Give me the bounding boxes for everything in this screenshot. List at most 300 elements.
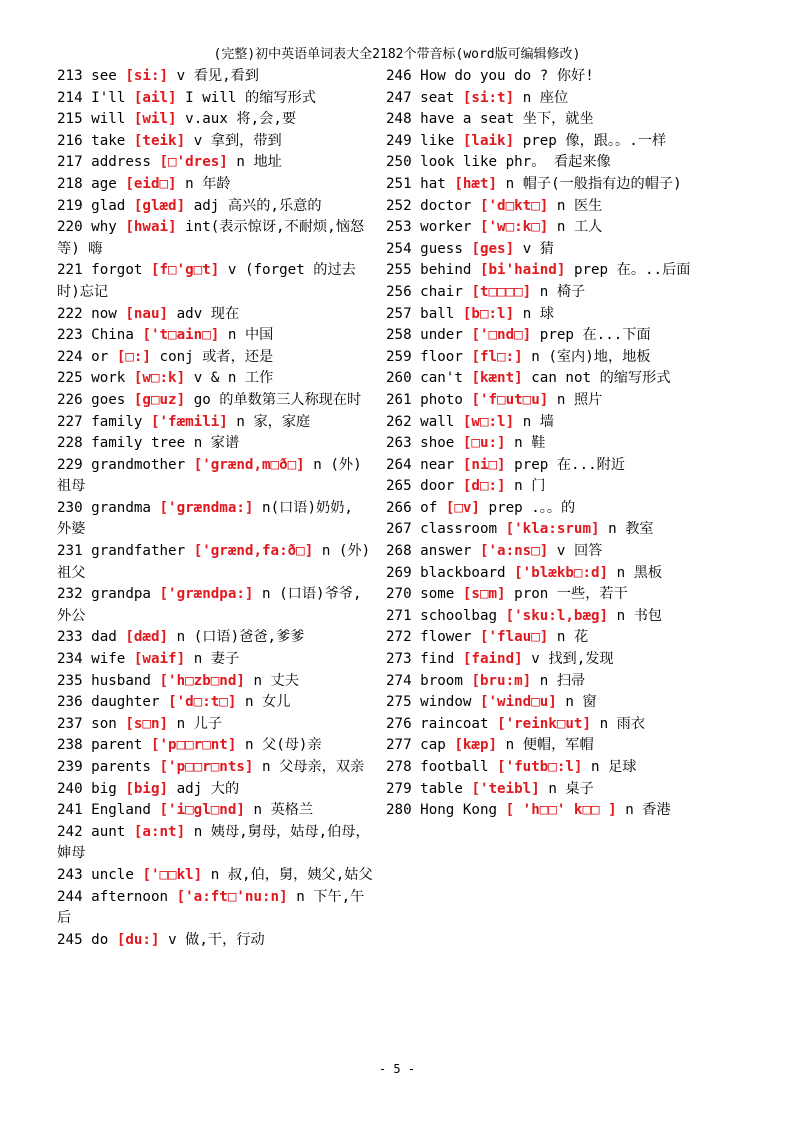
entry-word: afternoon (91, 888, 169, 905)
entry-number: 241 (57, 802, 83, 819)
entry-definition: prep .。。的 (488, 499, 576, 516)
entry-definition: n 座位 (522, 89, 569, 106)
vocab-entry (57, 584, 375, 627)
vocab-entry (386, 412, 704, 434)
entry-definition: n (外)祖母 (57, 456, 362, 495)
entry-word: How do you do ? (420, 68, 549, 84)
entry-definition: prep 在...下面 (539, 327, 651, 344)
vocab-entry (57, 865, 375, 887)
entry-word: can't (420, 370, 463, 387)
entry-number: 248 (386, 111, 412, 128)
entry-definition: n 鞋 (514, 435, 546, 452)
entry-phonetic: [hæt] (454, 175, 498, 192)
entry-definition: v 回答 (556, 543, 603, 560)
entry-phonetic: [kænt] (471, 370, 523, 387)
entry-phonetic: [laik] (462, 132, 515, 149)
entry-number: 252 (386, 197, 412, 214)
entry-word: daughter (91, 694, 160, 711)
vocab-entry (57, 109, 375, 131)
entry-phonetic: ['i□gl□nd] (159, 802, 245, 819)
entry-word: grandma (91, 499, 151, 516)
entry-number: 258 (386, 327, 412, 344)
entry-definition: phr。 看起来像 (505, 154, 611, 171)
entry-word: schoolbag (420, 607, 498, 624)
entry-number: 215 (57, 111, 83, 128)
entry-definition: n 年龄 (185, 175, 231, 192)
entry-definition: adv 现在 (176, 305, 240, 322)
entry-word: grandfather (91, 543, 186, 560)
entry-phonetic: [bru:m] (471, 672, 532, 689)
entry-word: dad (91, 629, 117, 646)
entry-definition: n 英格兰 (253, 802, 314, 819)
entry-number: 279 (386, 780, 412, 797)
entry-phonetic: ['h□zb□nd] (159, 672, 245, 689)
vocab-entry (57, 433, 375, 455)
entry-number: 277 (386, 737, 412, 754)
vocab-entry (57, 822, 375, 865)
entry-word: grandmother (91, 456, 186, 473)
entry-word: some (420, 586, 455, 603)
entry-definition: n 父母亲，双亲 (262, 759, 365, 775)
entry-number: 230 (57, 499, 83, 516)
entry-word: goes (91, 391, 126, 408)
right-column (386, 66, 704, 822)
entry-number: 268 (386, 543, 412, 560)
entry-definition: n (口语)爸爸,爹爹 (176, 629, 305, 646)
entry-number: 259 (386, 348, 412, 365)
entry-word: Hong Kong (420, 802, 498, 819)
entry-number: 267 (386, 521, 412, 538)
entry-definition: n 球 (522, 305, 554, 322)
vocab-entry (386, 196, 704, 218)
vocab-entry (57, 498, 375, 541)
entry-phonetic: ['futb□:l] (497, 759, 583, 775)
entry-phonetic: ['grænd,fa:ð□] (193, 543, 314, 560)
entry-phonetic: ['blækb□:d] (514, 564, 609, 581)
vocab-entry (386, 347, 704, 369)
entry-word: or (91, 348, 109, 365)
entry-phonetic: ['w□:k□] (479, 219, 549, 236)
entry-definition: n 照片 (556, 391, 603, 408)
entry-phonetic: [ni□] (462, 456, 506, 473)
document-header: (完整)初中英语单词表大全2182个带音标(word版可编辑修改) (213, 47, 581, 62)
entry-number: 278 (386, 759, 412, 775)
entry-phonetic: [b□:l] (462, 305, 515, 322)
entry-definition: 你好! (556, 68, 594, 84)
entry-word: door (420, 478, 455, 495)
entry-number: 219 (57, 197, 83, 214)
entry-definition: n 丈夫 (253, 672, 299, 689)
vocab-entry (57, 714, 375, 736)
vocab-entry (386, 217, 704, 239)
entry-word: doctor (420, 197, 472, 214)
entry-number: 232 (57, 586, 83, 603)
vocab-entry (386, 455, 704, 477)
entry-definition: n 下午,午后 (57, 888, 365, 927)
vocab-entry (57, 152, 375, 174)
vocab-entry (57, 304, 375, 326)
entry-phonetic: ['a:ft□'nu:n] (176, 888, 288, 905)
entry-phonetic: [w□:l] (462, 413, 515, 430)
vocab-entry (386, 282, 704, 304)
vocab-entry (57, 347, 375, 369)
entry-number: 237 (57, 715, 83, 732)
vocab-entry (57, 671, 375, 693)
entry-number: 216 (57, 132, 83, 149)
entry-word: classroom (420, 521, 498, 538)
entry-phonetic: [faind] (462, 651, 523, 668)
vocab-entry (57, 649, 375, 671)
entry-definition: n(口语)奶奶, 外婆 (57, 499, 353, 538)
entry-definition: n 家，家庭 (236, 413, 311, 430)
entry-definition: n (外)祖父 (57, 543, 371, 581)
vocab-entry (57, 800, 375, 822)
entry-word: wife (91, 651, 126, 668)
entry-definition: n 椅子 (539, 283, 586, 300)
entry-phonetic: [fl□:] (471, 348, 523, 365)
entry-word: shoe (420, 435, 455, 452)
entry-word: ball (420, 305, 455, 322)
entry-word: do (91, 931, 109, 948)
entry-number: 224 (57, 348, 83, 365)
vocab-entry (57, 88, 375, 110)
entry-definition: n 扫帚 (539, 672, 586, 689)
entry-word: England (91, 802, 151, 819)
entry-word: of (420, 499, 438, 516)
entry-number: 220 (57, 219, 83, 236)
entry-word: will (91, 111, 126, 128)
entry-word: seat (420, 89, 455, 106)
entry-phonetic: [ 'h□□' k□□ ] (505, 802, 617, 819)
entry-definition: n 足球 (591, 759, 637, 775)
vocab-entry (57, 735, 375, 757)
vocab-entry (386, 584, 704, 606)
vocab-entry (386, 304, 704, 326)
entry-number: 222 (57, 305, 83, 322)
vocab-entry (386, 131, 704, 153)
entry-definition: adj 高兴的,乐意的 (193, 197, 322, 214)
entry-definition: prep 在...附近 (514, 456, 626, 473)
entry-phonetic: [□v] (445, 499, 480, 516)
entry-number: 251 (386, 175, 412, 192)
entry-number: 239 (57, 759, 83, 775)
entry-number: 263 (386, 435, 412, 452)
vocab-entry (386, 671, 704, 693)
entry-definition: n (室内)地，地板 (531, 348, 651, 365)
entry-word: under (420, 327, 463, 344)
entry-phonetic: [dæd] (125, 629, 169, 646)
entry-definition: v 找到,发现 (531, 651, 614, 668)
vocab-entry (386, 757, 704, 779)
entry-word: answer (420, 543, 472, 560)
entry-number: 247 (386, 89, 412, 106)
entry-word: find (420, 651, 455, 668)
entry-phonetic: ['p□□r□nt] (150, 737, 237, 754)
entry-number: 257 (386, 305, 412, 322)
vocab-entry (386, 390, 704, 412)
entry-definition: v 猜 (522, 240, 554, 257)
entry-number: 272 (386, 629, 412, 646)
entry-definition: n 帽子(一般指有边的帽子) (505, 175, 682, 192)
vocab-entry (386, 368, 704, 390)
vocab-entry (386, 541, 704, 563)
entry-number: 242 (57, 823, 83, 840)
entry-word: parent (91, 737, 143, 754)
entry-word: son (91, 715, 117, 732)
entry-phonetic: [eid□] (125, 175, 177, 192)
entry-number: 269 (386, 564, 412, 581)
entry-word: cap (420, 737, 446, 754)
vocab-entry (386, 88, 704, 110)
entry-number: 253 (386, 219, 412, 236)
entry-phonetic: [□u:] (462, 435, 506, 452)
entry-number: 226 (57, 391, 83, 408)
entry-number: 280 (386, 802, 412, 819)
entry-number: 273 (386, 651, 412, 668)
entry-number: 254 (386, 240, 412, 257)
entry-definition: n 花 (556, 629, 589, 646)
entry-phonetic: [a:nt] (133, 823, 186, 840)
vocab-entry (57, 757, 375, 779)
entry-definition: conj 或者，还是 (159, 348, 274, 365)
entry-phonetic: ['d□:t□] (168, 694, 237, 711)
vocab-entry (57, 196, 375, 218)
entry-word: family tree (91, 435, 186, 452)
entry-definition: n 墙 (522, 413, 554, 430)
entry-definition: n 家谱 (193, 435, 240, 452)
entry-phonetic: [□'dres] (159, 154, 228, 171)
entry-number: 231 (57, 543, 83, 560)
entry-word: China (91, 327, 134, 344)
entry-number: 276 (386, 715, 412, 732)
entry-definition: v.aux 将,会,要 (185, 111, 297, 128)
entry-word: flower (420, 629, 472, 646)
entry-number: 240 (57, 780, 83, 797)
entry-number: 255 (386, 262, 412, 279)
vocab-entry (57, 174, 375, 196)
entry-definition: n (口语)爷爷,外公 (57, 586, 362, 624)
entry-phonetic: ['sku:l,bæg] (505, 607, 609, 624)
entry-number: 214 (57, 89, 83, 106)
entry-phonetic: ['flau□] (479, 629, 549, 646)
entry-number: 225 (57, 370, 83, 387)
entry-word: age (91, 175, 117, 192)
vocab-entry (386, 174, 704, 196)
left-column (57, 66, 375, 951)
entry-word: floor (420, 348, 463, 365)
vocab-entry (57, 390, 375, 412)
entry-definition: n 儿子 (176, 715, 223, 732)
entry-definition: v 做,干，行动 (168, 931, 265, 948)
entry-phonetic: ['grænd,m□ð□] (193, 456, 305, 473)
entry-word: parents (91, 759, 151, 775)
vocab-entry (57, 368, 375, 390)
entry-definition: n 香港 (625, 802, 671, 819)
entry-word: have a seat (420, 111, 515, 128)
entry-number: 243 (57, 866, 83, 883)
vocab-entry (386, 692, 704, 714)
entry-word: chair (420, 283, 463, 300)
entry-phonetic: ['teibl] (471, 780, 540, 797)
entry-number: 270 (386, 586, 412, 603)
entry-definition: pron 一些，若干 (514, 586, 628, 603)
entry-definition: n 医生 (556, 197, 603, 214)
entry-word: why (91, 219, 117, 236)
entry-definition: prep 像，跟。。.一样 (522, 132, 667, 149)
entry-phonetic: ['grændma:] (159, 499, 254, 516)
entry-definition: go 的单数第三人称现在时 (193, 391, 362, 408)
entry-phonetic: [ail] (133, 89, 177, 106)
vocab-entry (386, 498, 704, 520)
entry-definition: n 父(母)亲 (244, 737, 322, 754)
entry-word: photo (420, 391, 463, 408)
entry-number: 246 (386, 68, 412, 84)
entry-number: 275 (386, 694, 412, 711)
vocab-entry (386, 800, 704, 822)
entry-word: window (420, 694, 472, 711)
entry-definition: n 地址 (236, 154, 282, 171)
vocab-entry (386, 260, 704, 282)
vocab-entry (386, 519, 704, 541)
entry-word: see (91, 68, 117, 84)
entry-phonetic: ['kla:srum] (505, 521, 600, 538)
entry-phonetic: [ges] (471, 240, 515, 257)
entry-definition: v (forget 的过去时)忘记 (57, 262, 356, 300)
entry-definition: n 窗 (565, 694, 597, 711)
vocab-entry (57, 627, 375, 649)
vocab-entry (386, 152, 704, 174)
vocab-entry (386, 649, 704, 671)
entry-word: address (91, 154, 151, 171)
entry-number: 249 (386, 132, 412, 149)
entry-word: grandpa (91, 586, 151, 603)
entry-word: blackboard (420, 564, 506, 581)
entry-phonetic: [t□□□□] (471, 283, 532, 300)
entry-phonetic: [teik] (133, 132, 186, 149)
entry-phonetic: [d□:] (462, 478, 506, 495)
entry-number: 271 (386, 607, 412, 624)
entry-definition: I will 的缩写形式 (185, 89, 316, 106)
vocab-entry (57, 887, 375, 930)
entry-word: worker (420, 219, 472, 236)
entry-phonetic: [s□m] (462, 586, 506, 603)
entry-word: forgot (91, 262, 143, 279)
vocab-entry (386, 779, 704, 801)
vocab-entry (386, 563, 704, 585)
entry-phonetic: [f□'g□t] (150, 262, 220, 279)
entry-phonetic: ['wind□u] (479, 694, 557, 711)
entry-number: 233 (57, 629, 83, 646)
entry-phonetic: ['fæmili] (150, 413, 228, 430)
entry-word: glad (91, 197, 126, 214)
entry-phonetic: ['□□kl] (142, 866, 203, 883)
entry-word: husband (91, 672, 151, 689)
page-number: - 5 - (378, 1062, 416, 1076)
entry-number: 236 (57, 694, 83, 711)
vocab-entry (386, 735, 704, 757)
entry-number: 274 (386, 672, 412, 689)
entry-definition: prep 在。..后面 (573, 262, 691, 279)
vocab-entry (57, 260, 375, 303)
entry-definition: n 雨衣 (599, 715, 646, 732)
entry-word: table (420, 780, 463, 797)
entry-definition: v & n 工作 (193, 370, 274, 387)
entry-phonetic: [g□uz] (133, 391, 186, 408)
entry-definition: v 拿到，带到 (193, 132, 282, 149)
entry-definition: n 中国 (227, 327, 274, 344)
entry-word: I'll (91, 89, 126, 106)
entry-phonetic: [si:] (125, 68, 169, 84)
entry-word: broom (420, 672, 463, 689)
entry-word: aunt (91, 823, 126, 840)
entry-number: 262 (386, 413, 412, 430)
vocab-entry (386, 714, 704, 736)
entry-number: 217 (57, 154, 83, 171)
entry-word: guess (420, 240, 463, 257)
entry-phonetic: [kæp] (454, 737, 498, 754)
entry-word: now (91, 305, 117, 322)
entry-phonetic: [□:] (116, 348, 151, 365)
entry-number: 266 (386, 499, 412, 516)
entry-number: 235 (57, 672, 83, 689)
entry-number: 260 (386, 370, 412, 387)
entry-number: 228 (57, 435, 83, 452)
entry-definition: n 女儿 (244, 694, 291, 711)
entry-word: wall (420, 413, 455, 430)
entry-number: 223 (57, 327, 83, 344)
entry-phonetic: [wil] (133, 111, 177, 128)
entry-word: big (91, 780, 117, 797)
entry-phonetic: ['a:ns□] (479, 543, 549, 560)
vocab-entry (57, 131, 375, 153)
entry-phonetic: [s□n] (125, 715, 169, 732)
vocab-entry (57, 541, 375, 584)
entry-phonetic: ['f□ut□u] (471, 391, 549, 408)
entry-definition: n 教室 (608, 521, 654, 538)
entry-phonetic: ['grændpa:] (159, 586, 254, 603)
entry-number: 234 (57, 651, 83, 668)
entry-definition: n 黑板 (616, 564, 663, 581)
entry-definition: n 书包 (616, 607, 663, 624)
entry-phonetic: [bi'haind] (479, 262, 566, 279)
entry-phonetic: [si:t] (462, 89, 515, 106)
entry-word: hat (420, 175, 446, 192)
entry-definition: can not 的缩写形式 (531, 370, 671, 387)
vocab-entry (386, 325, 704, 347)
entry-word: uncle (91, 866, 134, 883)
entry-number: 264 (386, 456, 412, 473)
entry-word: football (420, 759, 489, 775)
entry-phonetic: [hwai] (125, 219, 177, 236)
vocab-entry (386, 627, 704, 649)
vocab-entry (386, 66, 704, 88)
vocab-entry (57, 692, 375, 714)
entry-word: look like (420, 154, 498, 171)
vocab-entry (386, 433, 704, 455)
entry-phonetic: ['p□□r□nts] (159, 759, 254, 775)
entry-phonetic: [w□:k] (133, 370, 186, 387)
entry-number: 229 (57, 456, 83, 473)
entry-word: near (420, 456, 455, 473)
entry-definition: n 便帽，军帽 (505, 737, 594, 754)
entry-definition: adj 大的 (176, 780, 240, 797)
entry-phonetic: [du:] (116, 931, 160, 948)
entry-definition: v 看见,看到 (176, 68, 259, 84)
entry-word: behind (420, 262, 472, 279)
entry-definition: n 姨母,舅母，姑母,伯母，婶母 (57, 823, 370, 862)
entry-word: work (91, 370, 126, 387)
vocab-entry (57, 930, 375, 952)
